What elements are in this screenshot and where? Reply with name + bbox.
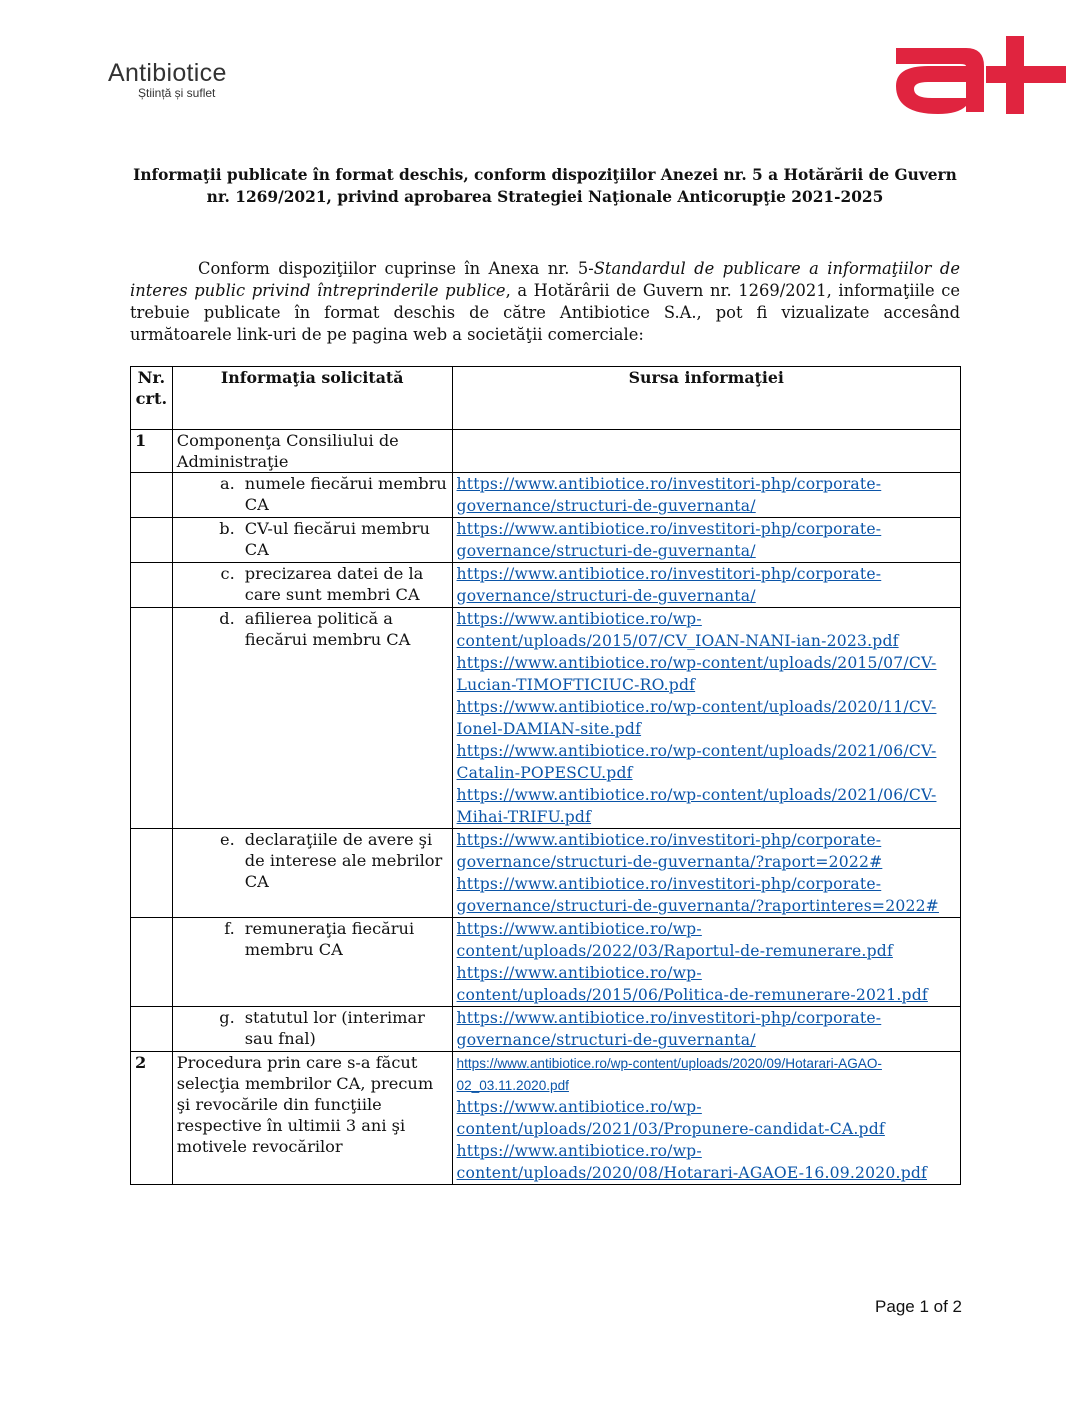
sub-item-text: precizarea datei de la care sunt membri CA (244, 564, 424, 604)
empty-nr-cell (131, 1007, 173, 1052)
source-link[interactable]: https://www.antibiotice.ro/wp-content/uploads/2022/03/Raportul-de-remunerare.pdf (456, 920, 893, 960)
sub-item (177, 1007, 448, 1049)
sub-item-letter: g. (219, 1008, 235, 1027)
document-title: Informaţii publicate în format deschis, conform dispoziţiilor Anezei nr. 5 a Hotărării de Guvern nr. 1269/2021, privind aprobarea Strategiei Naţionale Anticorupţie 2021-2025 (133, 166, 957, 206)
sub-item-cell (172, 518, 452, 563)
table-row (131, 608, 961, 829)
source-cell (452, 473, 960, 518)
source-link[interactable]: https://www.antibiotice.ro/investitori-php/corporate-governance/structuri-de-guvernanta/?raport=2022# (456, 831, 883, 871)
source-link[interactable]: https://www.antibiotice.ro/wp-content/uploads/2021/06/CV-Catalin-POPESCU.pdf (456, 742, 937, 782)
intro-italic-text: Standardul de publicare a informaţiilor de interes public privind întreprinderile publice (130, 259, 960, 300)
source-link[interactable]: https://www.antibiotice.ro/investitori-php/corporate-governance/structuri-de-guvernanta/?raportinteres=2022# (456, 875, 939, 915)
row-number: 2 (131, 1052, 173, 1185)
source-link[interactable]: https://www.antibiotice.ro/wp-content/uploads/2021/03/Propunere-candidat-CA.pdf (456, 1098, 885, 1138)
antibiotice-logo (108, 60, 227, 100)
sub-item-letter: a. (219, 474, 235, 493)
table-row (131, 1052, 961, 1185)
row-number: 1 (131, 430, 173, 473)
source-cell (452, 1052, 960, 1185)
intro-paragraph (130, 258, 960, 346)
source-link[interactable]: https://www.antibiotice.ro/wp-content/uploads/2020/08/Hotarari-AGAOE-16.09.2020.pdf (456, 1142, 928, 1182)
table-row (131, 563, 961, 608)
table-row (131, 473, 961, 518)
sub-item-cell (172, 918, 452, 1007)
header-nr: Nr. crt. (131, 367, 173, 430)
source-cell (452, 518, 960, 563)
sub-item-cell (172, 1007, 452, 1052)
sub-item (177, 829, 448, 892)
sub-item-text: CV-ul fiecărui membru CA (244, 519, 430, 559)
sub-item-text: declaraţiile de avere şi de interese ale mebrilor CA (244, 830, 443, 891)
source-link[interactable]: https://www.antibiotice.ro/investitori-php/corporate-governance/structuri-de-guvernanta/ (456, 475, 882, 515)
source-cell (452, 1007, 960, 1052)
empty-nr-cell (131, 608, 173, 829)
table-row (131, 829, 961, 918)
empty-nr-cell (131, 918, 173, 1007)
sub-item-letter: b. (219, 519, 235, 538)
sub-item-letter: c. (220, 564, 235, 583)
empty-nr-cell (131, 829, 173, 918)
header-info: Informaţia solicitată (172, 367, 452, 430)
sub-item-letter: d. (219, 609, 235, 628)
sub-item-cell (172, 563, 452, 608)
sub-item (177, 563, 448, 605)
sub-item-letter: f. (224, 919, 235, 938)
sub-item-cell (172, 608, 452, 829)
table-row (131, 918, 961, 1007)
table-row (131, 1007, 961, 1052)
sub-item-letter: e. (220, 830, 235, 849)
empty-nr-cell (131, 518, 173, 563)
sub-item (177, 918, 448, 960)
logo-brand-text: Antibiotice (108, 59, 227, 87)
source-link[interactable]: https://www.antibiotice.ro/wp-content/uploads/2015/07/CV_IOAN-NANI-ian-2023.pdf (456, 610, 899, 650)
source-cell (452, 918, 960, 1007)
sub-item-text: afilierea politică a fiecărui membru CA (244, 609, 411, 649)
table-header-row (131, 367, 961, 430)
source-cell (452, 430, 960, 473)
source-link[interactable]: https://www.antibiotice.ro/investitori-php/corporate-governance/structuri-de-guvernanta/ (456, 565, 882, 605)
page-number: Page 1 of 2 (875, 1297, 962, 1316)
source-link[interactable]: https://www.antibiotice.ro/wp-content/uploads/2021/06/CV-Mihai-TRIFU.pdf (456, 786, 937, 826)
section-label: Componenţa Consiliului de Administraţie (172, 430, 452, 473)
source-link[interactable]: https://www.antibiotice.ro/wp-content/uploads/2015/07/CV-Lucian-TIMOFTICIUC-RO.pdf (456, 654, 937, 694)
sub-item-text: statutul lor (interimar sau fnal) (244, 1008, 425, 1048)
source-link[interactable]: https://www.antibiotice.ro/wp-content/uploads/2020/11/CV-Ionel-DAMIAN-site.pdf (456, 698, 937, 738)
table-row (131, 430, 961, 473)
table-row (131, 518, 961, 563)
source-link[interactable]: https://www.antibiotice.ro/investitori-php/corporate-governance/structuri-de-guvernanta/ (456, 1009, 882, 1049)
empty-nr-cell (131, 473, 173, 518)
logo-tagline: Știință și suflet (138, 86, 216, 100)
intro-text-1: Conform dispoziţiilor cuprinse în Anexa nr. 5- (198, 259, 594, 278)
sub-item (177, 518, 448, 560)
information-table (130, 366, 961, 1185)
empty-nr-cell (131, 563, 173, 608)
source-cell (452, 829, 960, 918)
sub-item (177, 608, 448, 650)
source-link[interactable]: https://www.antibiotice.ro/wp-content/uploads/2020/09/Hotarari-AGAO-02_03.11.2020.pdf (456, 1056, 882, 1093)
source-link[interactable]: https://www.antibiotice.ro/investitori-php/corporate-governance/structuri-de-guvernanta/ (456, 520, 882, 560)
source-link[interactable]: https://www.antibiotice.ro/wp-content/uploads/2015/06/Politica-de-remunerare-2021.pdf (456, 964, 928, 1004)
sub-item (177, 473, 448, 515)
source-cell (452, 608, 960, 829)
sub-item-cell (172, 473, 452, 518)
section-label: Procedura prin care s-a făcut selecţia membrilor CA, precum şi revocările din funcţiile respective în ultimii 3 ani şi motivele revocărilor (172, 1052, 452, 1185)
sub-item-text: numele fiecărui membru CA (244, 474, 447, 514)
a-plus-logo-icon (888, 36, 1066, 116)
intro-text-2: , a Hotărârii de Guvern nr. 1269/2021, informaţiile ce trebuie publicate în format deschis de către Antibiotice S.A., pot fi vizualizate accesând următoarele link-uri de pe pagina web a societăţii comerciale: (130, 281, 960, 344)
header-source: Sursa informaţiei (452, 367, 960, 430)
source-cell (452, 563, 960, 608)
sub-item-text: remuneraţia fiecărui membru CA (244, 919, 415, 959)
sub-item-cell (172, 829, 452, 918)
